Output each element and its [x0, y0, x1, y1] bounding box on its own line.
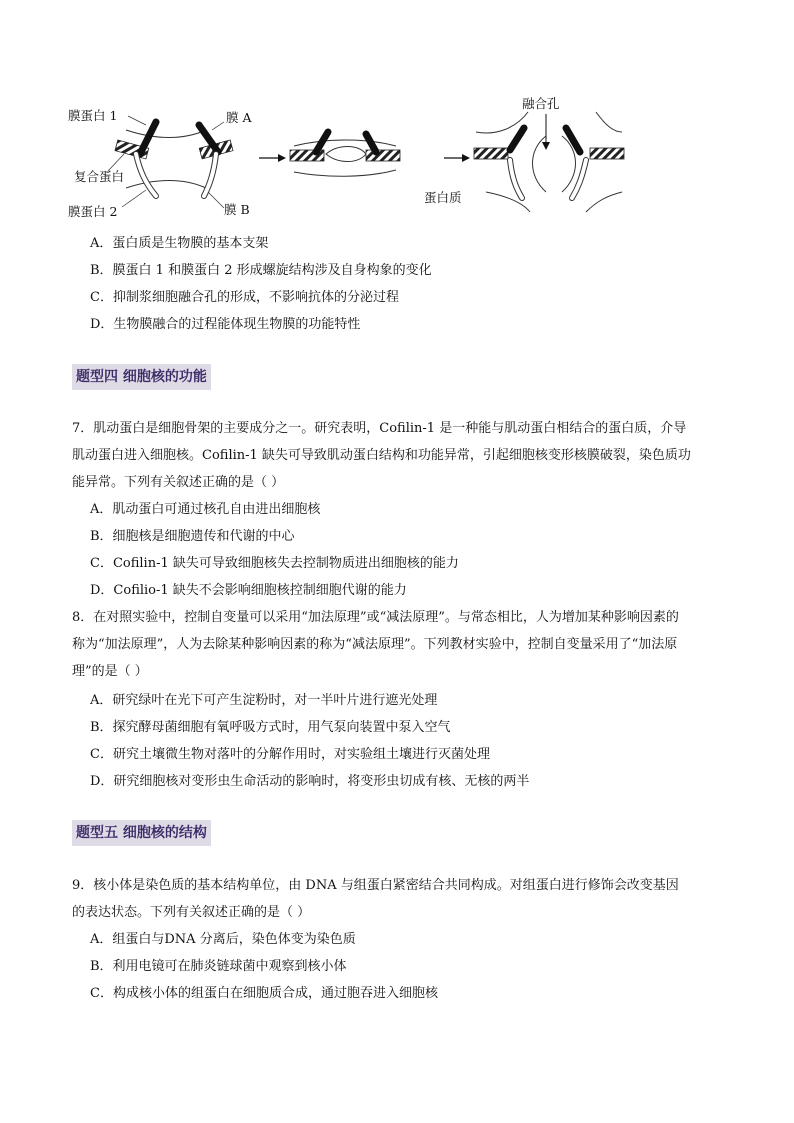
q8-stem-line-1: 8．在对照实验中，控制自变量可以采用“加法原理”或“减法原理”。与常态相比，人为增加某种影响因素的 — [72, 610, 679, 625]
q7-option-c[interactable]: C．Cofilin-1 缺失可导致细胞核失去控制物质进出细胞核的能力 — [90, 556, 459, 571]
q9-stem-line-2: 的表达状态。下列有关叙述正确的是（ ） — [72, 905, 311, 920]
section-heading-5: 题型五 细胞核的结构 — [72, 820, 211, 846]
q6-option-d[interactable]: D．生物膜融合的过程能体现生物膜的功能特性 — [90, 317, 361, 332]
q6-option-a[interactable]: A．蛋白质是生物膜的基本支架 — [90, 236, 269, 251]
arrow-right-icon — [444, 154, 470, 162]
label-membrane-b: 膜 B — [224, 202, 250, 217]
q8-stem-line-2: 称为“加法原理”，人为去除某种影响因素的称为“减法原理”。下列教材实验中，控制自变量采用了“加法原 — [72, 637, 678, 652]
q7-stem-line-3: 能异常。下列有关叙述正确的是（ ） — [72, 475, 285, 490]
label-protein1: 膜蛋白 1 — [68, 108, 118, 123]
q8-option-b[interactable]: B．探究酵母菌细胞有氧呼吸方式时，用气泵向装置中泵入空气 — [90, 720, 451, 735]
membrane-fusion-figure — [66, 92, 626, 227]
q6-option-b[interactable]: B．膜蛋白 1 和膜蛋白 2 形成螺旋结构涉及自身构象的变化 — [90, 263, 432, 278]
q8-option-d[interactable]: D．研究细胞核对变形虫生命活动的影响时，将变形虫切成有核、无核的两半 — [90, 774, 530, 789]
section-heading-4: 题型四 细胞核的功能 — [72, 364, 211, 390]
q8-stem-line-3: 理”的是（ ） — [72, 664, 148, 679]
q8-option-a[interactable]: A．研究绿叶在光下可产生淀粉时，对一半叶片进行遮光处理 — [90, 693, 438, 708]
arrow-right-icon — [259, 154, 286, 162]
q8-option-c[interactable]: C．研究土壤微生物对落叶的分解作用时，对实验组土壤进行灭菌处理 — [90, 747, 490, 762]
stage-1 — [108, 116, 233, 208]
arrow-down-icon — [542, 114, 550, 150]
label-complex-protein: 复合蛋白 — [74, 169, 125, 184]
q7-option-a[interactable]: A．肌动蛋白可通过核孔自由进出细胞核 — [90, 502, 321, 517]
stage-2 — [290, 132, 400, 176]
q7-stem-line-1: 7．肌动蛋白是细胞骨架的主要成分之一。研究表明，Cofilin-1 是一种能与肌动蛋白相结合的蛋白质，介导 — [72, 421, 687, 436]
label-protein2: 膜蛋白 2 — [68, 204, 118, 219]
label-fusion-pore: 融合孔 — [522, 96, 560, 111]
q9-stem-line-1: 9．核小体是染色质的基本结构单位，由 DNA 与组蛋白紧密结合共同构成。对组蛋白进行修饰会改变基因 — [72, 878, 679, 893]
label-membrane-a: 膜 A — [226, 110, 252, 125]
stage-3 — [474, 112, 624, 212]
q7-option-b[interactable]: B．细胞核是细胞遗传和代谢的中心 — [90, 529, 295, 544]
label-protein: 蛋白质 — [424, 190, 462, 205]
q7-option-d[interactable]: D．Cofilio-1 缺失不会影响细胞核控制细胞代谢的能力 — [90, 583, 407, 598]
q9-option-a[interactable]: A．组蛋白与DNA 分离后，染色体变为染色质 — [90, 932, 356, 947]
q7-stem-line-2: 肌动蛋白进入细胞核。Cofilin-1 缺失可导致肌动蛋白结构和功能异常，引起细胞核变形核膜破裂，染色质功 — [72, 448, 691, 463]
q9-option-c[interactable]: C．构成核小体的组蛋白在细胞质合成，通过胞吞进入细胞核 — [90, 986, 438, 1001]
fusion-diagram — [66, 92, 626, 227]
q6-option-c[interactable]: C．抑制浆细胞融合孔的形成，不影响抗体的分泌过程 — [90, 290, 399, 305]
q9-option-b[interactable]: B．利用电镜可在肺炎链球菌中观察到核小体 — [90, 959, 347, 974]
